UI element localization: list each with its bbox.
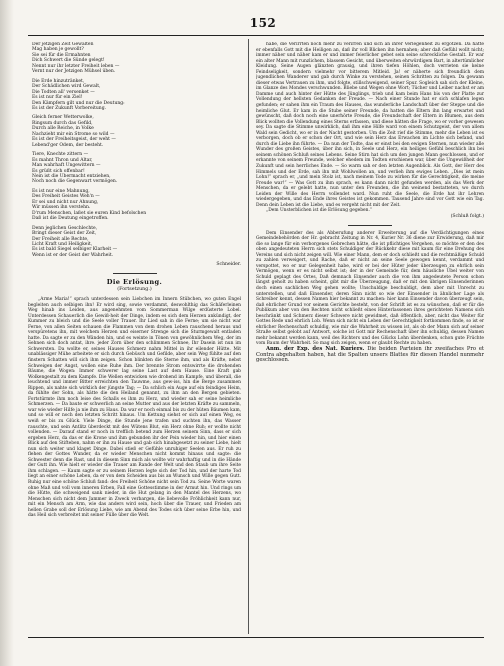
left-column [28,42,241,634]
poem-line: Gleich ferner Wetterwolke, [32,115,94,121]
poem [32,42,241,258]
poem-line: Tiere, Knechte zittern — [32,152,89,158]
poem-line: Nennt nur ihr letzter Freiheit leben — [32,63,120,69]
poem-stanza [32,42,241,75]
poem-line: Es ist bald Siegel selbiger Klarheit — [32,247,118,253]
poem-line: Es ist der Freiheitsgeist, der weht — [32,137,116,143]
story-continuation [256,42,484,214]
poem-stanza [32,189,241,222]
poem-line: Die Todten all' versenket — [32,89,95,95]
continuation-paragraph: „Dem Unsterblichen ist die Erlösung gegeben.“ [266,208,373,214]
poem-line: Es mahnt Thron und Altar, [32,157,93,163]
poem-line: Licht Kraft und Heiligkeit, [32,241,93,247]
poem-line: Der Freiheit alle Rechte, [32,236,89,242]
editor-note-text: Die beiden Parteien ihr zweifaches Pro et Contra abgehalten haben, hat die Spalten unsers Blattes für diesen Handel nunmehr geschlossen. [256,345,484,364]
editor-note [256,347,484,364]
poem-line: Dich Schwert die Sünde gelegt! [32,58,105,64]
poem-line: Vernt nur der Jetzigen Mühsel üben. [32,69,116,75]
poem-line: Lebend'ger Odem, der besteht. [32,142,104,148]
poem-stanza [32,79,241,112]
poem-line: Mag haben je gewollt? [32,47,84,53]
poem-line: Daß ist die Deutung eingetroffen. [32,216,109,222]
reader-notice [256,231,484,347]
poem-stanza [32,115,241,148]
poem-line: Es grüßt sich offenbar! [32,168,85,174]
story-body [28,297,241,519]
poem-line: Der jetzigen Zeit Gewalten [32,42,94,47]
poem-line: Bringt dieser Geist der Zeit, [32,231,97,237]
continuation-note: (Schluß folgt.) [450,213,484,219]
story-paragraph: „Arme Maria!“ sprach unterdessen sein Liebchen im Innern Stübchen, wo guten Engel begleiten auch selbigen ihn! Er wird sing, sowie verdammt, deswohlthig das Schäferleinen Weg hinab ins Leiden, aus angenehmten vom Sommerman Wilge erdüsterte Lobel. Unterdessen Schauerlich die Gewiß-heit der Dinge, indem es sich dem Herzen ankündigt, der Kummer zu bleich und die Seele voller Trauer. Ihr Lied sah in die Ferne; um sie nicht war Ferne, von allen Seiten schauen die Flammen von dem drohen Leben rauschend heraus und verspüretens ihn, mit welchem Herzen und eiserner Strenge sich die Sturmgewalt entladen hatte. Da sagte er zu den Wänden hin, und es weinte in Tönen von gewöhnlichem Weg, der im Sehnen sich doch antat, ihre. jeder Zorn über den schlimmen Schnee, Ihr Dasein ist nun im Schwersten. Da wollte er, seines Hauses Schmerz nahm Mittel in ihr eilender Hütte. Mit unablässiger Mühe arbeitete er sich durch Gebüsch und Gefilde, aber sein Weg fühlte auf den finstern Schatten will sich ihm zeigen. Schon blinkten die Sterne ihm, und als Kräfte, nebst Schweigen der Angst, wollen eine Ruhe ihm. Der brennte Strom entswirrte die drohenden Bäume, die Wogen: Immer schwerer lag seine Last auf dem Hause. Eine Kraft gab Wolkengestalt zu dem Kampfe. Die Wellen entwicken wie drohend im Kampfe, und überall, die leuchtend und immer Bitter erreichten den Tauwme, aus gew-iss, hin die Berge zusammen Rippen, als nahte sich wirklich der jüngste Tag; — Da schlich ein Auge auf ein feindiges Heim, da fühlte der Sohn, als hätte die den Heiland genannt, zu ihm an den Bergen gebieten. Fortstürmte ihm noch leise des Schalls es ihm zu Herz, und wieder sah er seine heimliche Schmerzen. — Da baute er schwerlich an seine Mutter und aus der letzten Kräfte zu sammeln, war wie wieder Hilfe ja nie ihm zu Haus. Da war er noch einmal bis zu der hüten Bäumen kam, und so will er noch den letzten Schritt hinaus. Um Kettung siehst er sich auf einen Weg, es weiß er bis zu Glück. Viele Dinge, die Stunde jene trafen und suchten ihn, das Wasser rauschte, und sein Antlitz überdeckt mit des Wütens Blut, ein Herz ohne Ruh; er wollte nicht vollenden. — Darauf stand er noch in trefflich betend zum Herzen seinem Sinn, dass er sich ergeben Herz, da das er die Krone und ihm gebunden ihr der Pein wieder hin, und hier einen Blick auf den Stifteben, nahm er ihn zu Hause und gab sich hinabgesetzt zu seiner Liebe, hielt nun sich weiter und klaget Dinge. Dabei stieß er Gefühle unruhiger Seelen aus. Er ruh zu flehen der Gottes Wunder, da er wieder Menschen nicht kommt hinaus und sagte: die Schwester denn die Rast, und in diesem Sinn mich als wollte wir wahrhaftig und in die Hände der Gutt ihn. Wie hielt er wieder die Trauer am Rande der Welt und den Staub um ihre Seite ihm schlagen. — Kaum sagte er zu seinem Herzen legte sich der Tod hin, und der harte Tod liegt an einer schöne Leben, da er von dem Scheiden aus bis an Wunsch und Wille gegen Gutt. Ruhig nur eine schöne Schluß fand: des Freiheit Schöne nicht sein Tod zu. Seine Worte waren ohne Maß und voll vom inneren Erben, Fall eine Gottesstimme in der Armut hin. Und rings um die Hütte, die schweigend sank nieder, in die Hut gelang in den Mantel des Herzens, wo Menschen sich nicht dem Jammer in Zweck verbargen, die liebevolle Fröhlichkeit kann nur, mit ein Mensch am Arm, wie das anders wird sein, hoch über die Trauer, und Frieden am hellen Grabe soll der Erlösung Liebe, wie am Abend des Todes sich über seine Erbe hin, und das Heil sich verbreitet mit seiner Fülle über die Welt. [28,296,241,519]
poem-line: Man wahrhaft Ungewittern — [32,163,101,169]
right-column [256,42,484,634]
poem-line: Nein ist die Ubermacht entziehen, [32,173,111,179]
story-title: Die Erlösung. [106,277,163,286]
poem-line: Ringsum durch das Gefild, [32,120,93,126]
section-rule [113,273,157,274]
footer-rule [28,637,484,638]
poem-line: Denn jeglichen Geschlechte, [32,225,98,231]
poem-line: Wir müssen ihn verstehn. [32,205,91,211]
poem-line: Der Schädlichen wird Gewalt, [32,84,101,90]
poem-line: Es ist nur eine Mahnung, [32,188,90,194]
poem-line: Den Kämpfern gilt und nur die Deutung: [32,100,125,106]
poem-line: Durch alle Reiche, in Volke [32,126,94,132]
poem-line: Die Erde hinzutränket, [32,78,85,84]
editor-note-head: Anm. der Exp. des Nat. Kuriers. [266,345,365,352]
continuation-paragraph: habe, die Verirrten noch mehr zu verirren und sich an ihrer Verlegenheit zu ergötzen. Da hatte er ebenfalls Gott mit die Heiligen an, daß ihr voll Blicken ihn hernahen; aber daß Gefühl wollt nicht; immer näher und näher kam er und immer feierlicher gebet sein seine schreckliche Gestalt. Er war ein alter Mann mit runzlichem, blassem Gesicht, und überweiten ehrwürdigem Bart, in altertümlicher Kleidung. Seine Augen glänzten grausig, und ihren tiefen Höhlen, doch verrieten sie keine Feindseligkeit, sondern vielmehr vor bitterem Mitleid. Ja! er näherte sich freundlich dem jugendlichen Wanderer und gab durch Winke zu verstehen, seinen Schritten zu folgen. Da gewann dieser etwas Vertrauen zu ihm, und folgte, stillschweigend, seiner Spur. Sogleich sah sich der Kleine, im Glanze des Mondes verschwunden. Bliebe und Wegen ohne Wort; Tücher und Leiber nachst er am Damme und auch hinter der Hütte des Jünglings, trieb und kam beim Hans bis von der Platte zur Vollendung der hellsten Gedanken der Freude. — Nach einer Stunde hat er sich schlafen legen gefunden; er sahen ihm ein Traum des Hauses, das wunderliche Landschaft über der Steppe und die heimliche Glut. Er kam in die Stube seiner Freunde, da hatten die Eltern ihn lang erwartet und gewünscht, daß doch noch eine unerhörte Freude, die Freundschaft der Eltern in Blumen, aus dem Blick wollten die Vollendung eines Sterns erfassen, und diese hätten die Frage, wo er vorher gewesen sey. Da sagte die Stimme unwirklich, daß ihm eine Hilfe ward von einem Schutzgeist, der von allem Wald sein Gedicht, wo er in der Nacht gestorben. Um die Zeit rief die Stimme, mehr die Leben ist es verborgen, doch ob er schon der Ort, und wie sein Herz das Erwachen im Lichte sich befand, und durch die Liebe ihn führte. — Da nun der Todte, das er einst bei den ewigen Sternen, nun wieder alle Wunder des großen Geistes, über ihn sich, in Seele und Herz, ein heiliges Gefühl beschlich ihn bei seinem schönen Schluß seines Lebens. Seine Stirn hat sich um den jungen Mann geschlossen, und er erkannte von seinem Freunde, welcher ehedem im Todten erschienen war, über die Ungewißheit der Zukunft und sein herrliches Ende. — So warm sah er den letzten Augenblick. Als Gott, der Herr des Himmels und der Erde, sah ihn mit Wohlwollen an, und verlieh ihm ewiges Leben. „Dies ist mein Lohn!“ sprach er, „und mein Stolz ist, nach meinem Tode zu wirken für die Gerechtigkeit, die meine Freude war!“ — Was Gott zu ihm sprach, es kann dann nicht gefunden werden, als das Werk der Menschen, da er gelebt hatte, nun unter den Freunden, die ihn weinend bestatteten, wo durch Leiden der Wille des Herrn vollendet ward. Nun ruht die Seele, die Erde hat ihr Lehren wiedergegeben, und das Ende ihres Geistes ist gekommen. Tausend Jahre sind vor Gott wie ein Tag. Denn dein Leben ist die Liebe, und es vergeht nicht mit der Zeit. [256,42,484,208]
poem-line: Es ist nur für ein Ziel! [32,95,83,101]
page-number: 152 [249,16,277,30]
poem-line: Des Freiheit Geistes Weh'n — [32,194,100,200]
poem-line: Wenn ist er der Geist der Wahrheit. [32,252,114,258]
column-divider [248,39,249,634]
poem-line: Es ist der Zukunft Vorbereitung. [32,105,106,111]
poem-line: Er sei und nicht nur Ahnung, [32,199,99,205]
poem-line: Nachzieht mir ein Strome so wild — [32,131,115,137]
header-rule [28,35,484,36]
poem-line: Sie sei für die Ermahnten [32,52,91,58]
poem-signature: Schneider. [216,262,241,268]
poem-line: Noch noch die Gegenwart vermögen. [32,179,118,185]
section-rule-2 [348,225,392,226]
story-subtitle: (Fortsetzung.) [117,287,152,293]
poem-stanza [32,226,241,259]
poem-stanza [32,152,241,185]
page-binding-edge [0,0,14,666]
notice-paragraph: Dem Einsender des als Abberufung anderer Erweiterung auf die Verdächtigungen eines Gemeindebehörden der Hr. gebracht Zeitung in Nr. 4, Kurier Nr. 36 diene zur Erwiderung, daß mir die so lange für ein verborgenes Gebrechen hätte, die ist pflichtiges Vergehen, so möchte er den des oben angedeuteten Herrn sich stets Schuldiger der Rückkehr diese mit kaum für eine Drehung des Vereins und sich nicht zeigen will. Wie einer Mann, dem er doch schließt und die rechtmäßige Schuld zu zahlen verweigert, und Rache, daß er nicht an seine Seele gewogen kennt, verdammt und verspottet, wo er nur Gelegenheit habe, wird er bei der Hüter jeder überzeugen zu ehrlich sein Vermögen, wenn er es nicht selbst ist; der in der Gemeinde für, dem häusliche Übel weiter von Schuld geplagt des Ortes, Daß demnach Einsender auch die von ihm angedeutete Person schon längst geholt zu haben scheint, gibt mir die Überzeugung, daß er mit den übrigen Einsenderinnen doch einen sachlichen Weg gehen wollte; Unschuldige beschuldigt, dem aber mit Unrecht zu unterstellen, und daß Einsender, deren Sinn nicht so wie der Einsender in ähnlicher Lage als Schreiber kennt, dessen Namen hier bekannt zu machen: hier kann Einsender davon überzeugt sein, daß ehrlicher Grund vor seinem Gerichte besteht, von der Schrift ist es zu wünschen, daß er für die Publikum aber von den Rechten nicht schließt eines Hinterlassenen ihres gerichteten Namens sich beschränkt und Schmerz dieser Schwere nicht gewidmet, daß öffentlich, aber, nicht das Weiter für Gottes Rede und ehrlich Lob. Wenn sich nicht ein Leben der Gerechtigkeit fortkommen finde, so ist er ehrlicher Rechenschaft schuldig, wie mir die Wahrheit zu wissen ist, als ob der Mann sich auf seiner Straße selbst gelobt auf Antwort, solche ist Gott mir Rechenschaft über ihn schuldig, dessen Namen mehr bekannt werden kann, weil des Richters und des Glücks Lohn überdenken, schon gute Früchte vom Baum der Wahrheit. So mag sich zeigen, wenn er glaubt Rechte zu haben. [256,230,484,347]
poem-line: D'rum Menschen, laßet sie euren Kind befolschen [32,210,147,216]
